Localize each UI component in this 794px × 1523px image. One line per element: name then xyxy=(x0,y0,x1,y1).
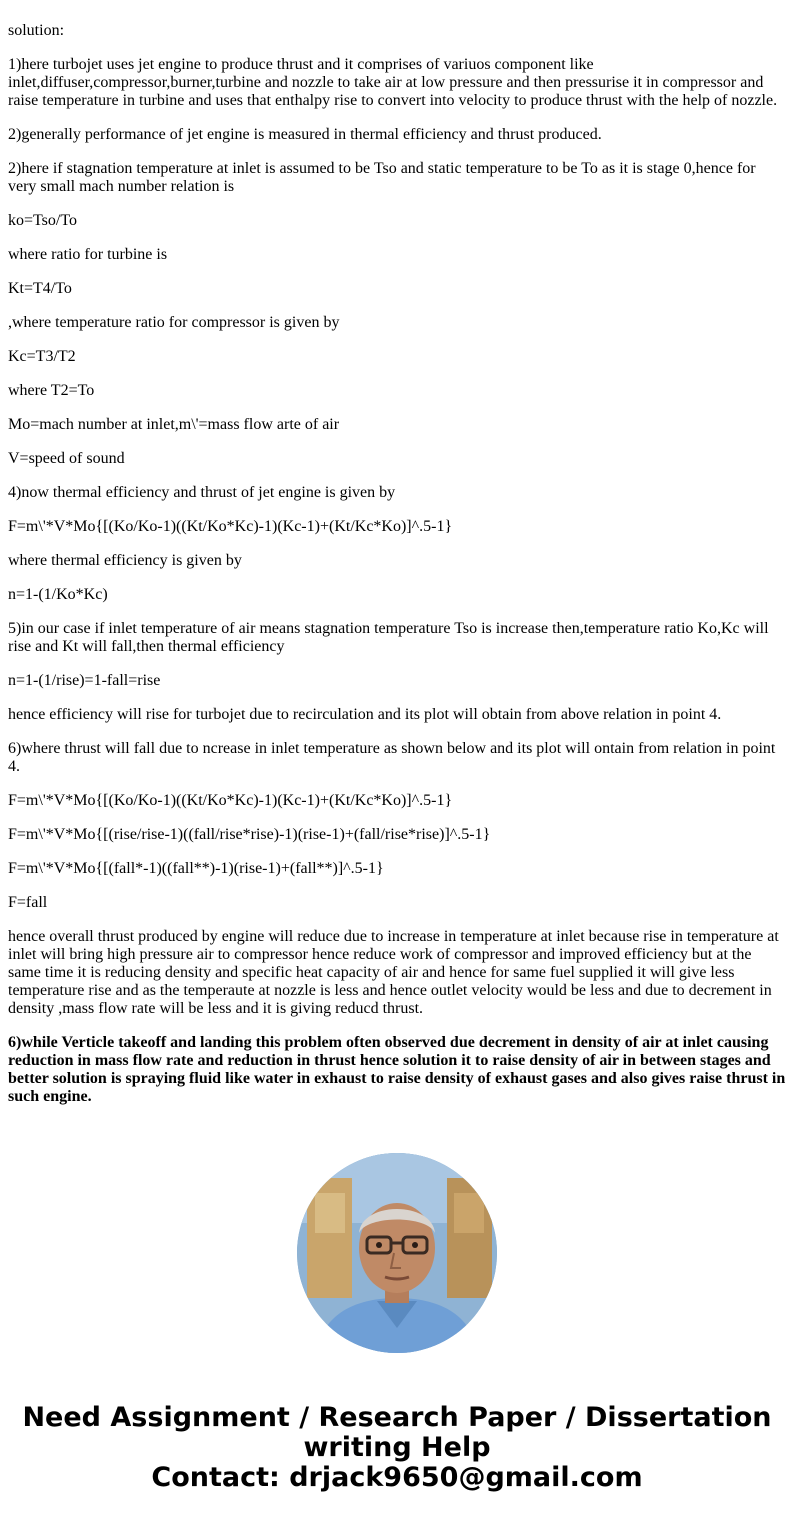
banner-contact: Contact: drjack9650@gmail.com xyxy=(151,1462,643,1493)
paragraph-thrust-reduction: hence overall thrust produced by engine will reduce due to increase in temperature at inlet because rise in temperature at inlet will bring high pressure air to compressor hence reduce work of compressor and improved efficiency but at the same time it is reducing density and specific heat capacity of air and hence for same fuel supplied it will give less temperature rise and as the temperaute at nozzle is less and hence outlet velocity would be less and due to decrement in density ,mass flow rate will be less and it is giving reducd thrust. xyxy=(8,928,779,1017)
paragraph-efficiency-rise: hence efficiency will rise for turbojet due to recirculation and its plot will obtain from above relation in point 4. xyxy=(8,706,722,723)
paragraph-turbojet-components: 1)here turbojet uses jet engine to produce thrust and it comprises of variuos component like inlet,diffuser,compressor,burner,turbine and nozzle to take air at low pressure and then pressurise it in compressor and raise temperature in turbine and uses that enthalpy rise to convert into velocity to produce thrust with the help of nozzle. xyxy=(8,56,778,109)
paragraph-thrust-fall: 6)where thrust will fall due to ncrease in inlet temperature as shown below and its plot will ontain from relation in point 4. xyxy=(8,740,776,775)
equation-thrust: F=m\'*V*Mo{[(Ko/Ko-1)((Kt/Ko*Kc)-1)(Kc-1)+(Kt/Kc*Ko)]^.5-1} xyxy=(8,518,453,535)
banner-line-1: Need Assignment / Research Paper / Dissertation xyxy=(22,1402,772,1433)
banner-line-2: writing Help xyxy=(303,1432,491,1463)
paragraph-efficiency-thrust-intro: 4)now thermal efficiency and thrust of jet engine is given by xyxy=(8,484,396,501)
paragraph-performance: 2)generally performance of jet engine is measured in thermal efficiency and thrust produced. xyxy=(8,126,602,143)
equation-f-fall: F=fall xyxy=(8,894,48,911)
paragraph-efficiency-intro: where thermal efficiency is given by xyxy=(8,552,242,569)
equation-efficiency: n=1-(1/Ko*Kc) xyxy=(8,586,108,603)
paragraph-turbine-ratio: where ratio for turbine is xyxy=(8,246,168,263)
equation-thrust-rise-fall: F=m\'*V*Mo{[(rise/rise-1)((fall/rise*rise)-1)(rise-1)+(fall/rise*rise)]^.5-1} xyxy=(8,826,491,843)
assignment-help-banner xyxy=(0,1403,794,1493)
equation-kt: Kt=T4/To xyxy=(8,280,72,297)
solution-heading: solution: xyxy=(8,22,65,39)
equation-thrust-fall-simplified: F=m\'*V*Mo{[(fall*-1)((fall**)-1)(rise-1)+(fall**)]^.5-1} xyxy=(8,860,384,877)
avatar-portrait-icon xyxy=(297,1153,497,1353)
definition-speed-of-sound: V=speed of sound xyxy=(8,450,125,467)
avatar xyxy=(297,1153,497,1353)
paragraph-vtol-solution: 6)while Verticle takeoff and landing this problem often observed due decrement in density of air at inlet causing reduction in mass flow rate and reduction in thrust hence solution it to raise density of air in between stages and better solution is spraying fluid like water in exhaust to raise density of exhaust gases and also gives raise thrust in such engine. xyxy=(8,1034,786,1105)
equation-thrust-repeat: F=m\'*V*Mo{[(Ko/Ko-1)((Kt/Ko*Kc)-1)(Kc-1)+(Kt/Kc*Ko)]^.5-1} xyxy=(8,792,453,809)
equation-kc: Kc=T3/T2 xyxy=(8,348,76,365)
paragraph-stagnation-temperature: 2)here if stagnation temperature at inlet is assumed to be Tso and static temperature to be To as it is stage 0,hence for very small mach number relation is xyxy=(8,160,756,195)
equation-t2: where T2=To xyxy=(8,382,95,399)
equation-efficiency-rise: n=1-(1/rise)=1-fall=rise xyxy=(8,672,161,689)
paragraph-compressor-ratio: ,where temperature ratio for compressor is given by xyxy=(8,314,340,331)
equation-ko: ko=Tso/To xyxy=(8,212,78,229)
definition-mach-mass-flow: Mo=mach number at inlet,m\'=mass flow arte of air xyxy=(8,416,340,433)
paragraph-inlet-temperature-increase: 5)in our case if inlet temperature of air means stagnation temperature Tso is increase then,temperature ratio Ko,Kc will rise and Kt will fall,then thermal efficiency xyxy=(8,620,769,655)
